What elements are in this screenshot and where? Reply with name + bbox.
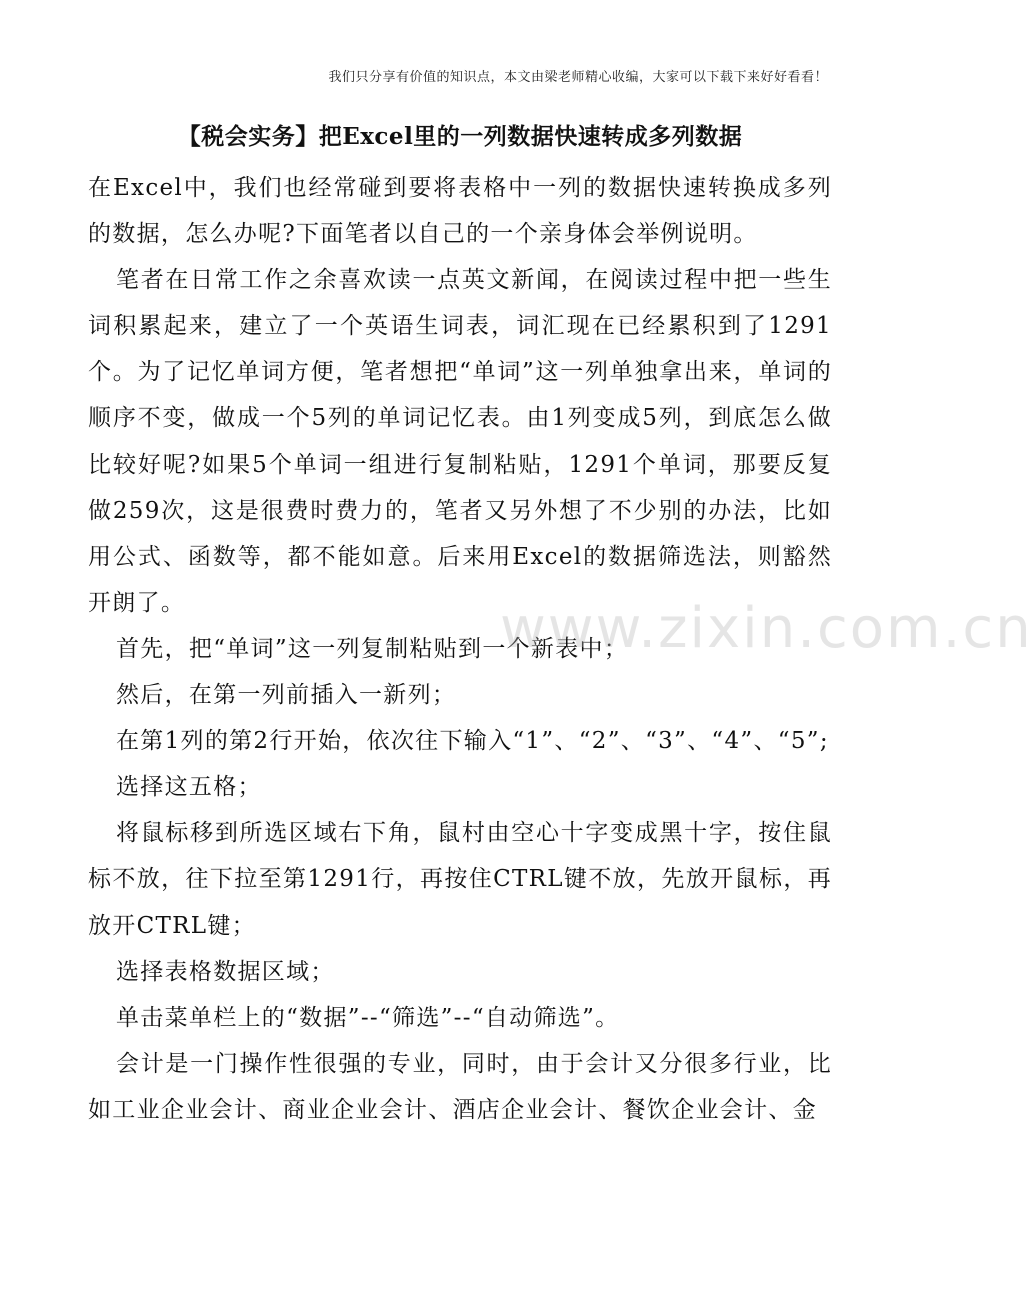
paragraph-intro: 在Excel中，我们也经常碰到要将表格中一列的数据快速转换成多列的数据，怎么办呢?下面笔者以自己的一个亲身体会举例说明。	[88, 175, 832, 248]
paragraph-step-4: 选择这五格；	[116, 774, 262, 801]
paragraph-step-6: 选择表格数据区域；	[116, 958, 335, 985]
document-title: 【税会实务】把Excel里的一列数据快速转成多列数据	[177, 123, 743, 150]
watermark: www.zixin.com.cn	[500, 596, 1033, 661]
paragraph-step-1: 首先，把“单词”这一列复制粘贴到一个新表中；	[116, 635, 629, 662]
paragraph-accounting: 会计是一门操作性很强的专业，同时，由于会计又分很多行业，比如工业企业会计、商业企业会计、酒店企业会计、餐饮企业会计、金	[88, 1050, 832, 1123]
paragraph-step-5: 将鼠标移到所选区域右下角，鼠村由空心十字变成黑十字，按住鼠标不放，往下拉至第1291行，再按住CTRL键不放，先放开鼠标，再放开CTRL键；	[88, 820, 832, 939]
paragraph-story: 笔者在日常工作之余喜欢读一点英文新闻，在阅读过程中把一些生词积累起来，建立了一个英语生词表，词汇现在已经累积到了1291个。为了记忆单词方便，笔者想把“单词”这一列单独拿出来，单词的顺序不变，做成一个5列的单词记忆表。由1列变成5列，到底怎么做比较好呢?如果5个单词一组进行复制粘贴，1291个单词，那要反复做259次，这是很费时费力的，笔者又另外想了不少别的办法，比如用公式、函数等，都不能如意。后来用Excel的数据筛选法，则豁然开朗了。	[88, 267, 832, 616]
paragraph-step-7: 单击菜单栏上的“数据”--“筛选”--“自动筛选”。	[116, 1004, 620, 1031]
paragraph-step-3: 在第1列的第2行开始，依次往下输入“1”、“2”、“3”、“4”、“5”;	[116, 728, 829, 755]
paragraph-step-2: 然后，在第一列前插入一新列；	[116, 682, 457, 709]
header-note: 我们只分享有价值的知识点，本文由梁老师精心收编，大家可以下载下来好好看看！	[328, 70, 828, 85]
